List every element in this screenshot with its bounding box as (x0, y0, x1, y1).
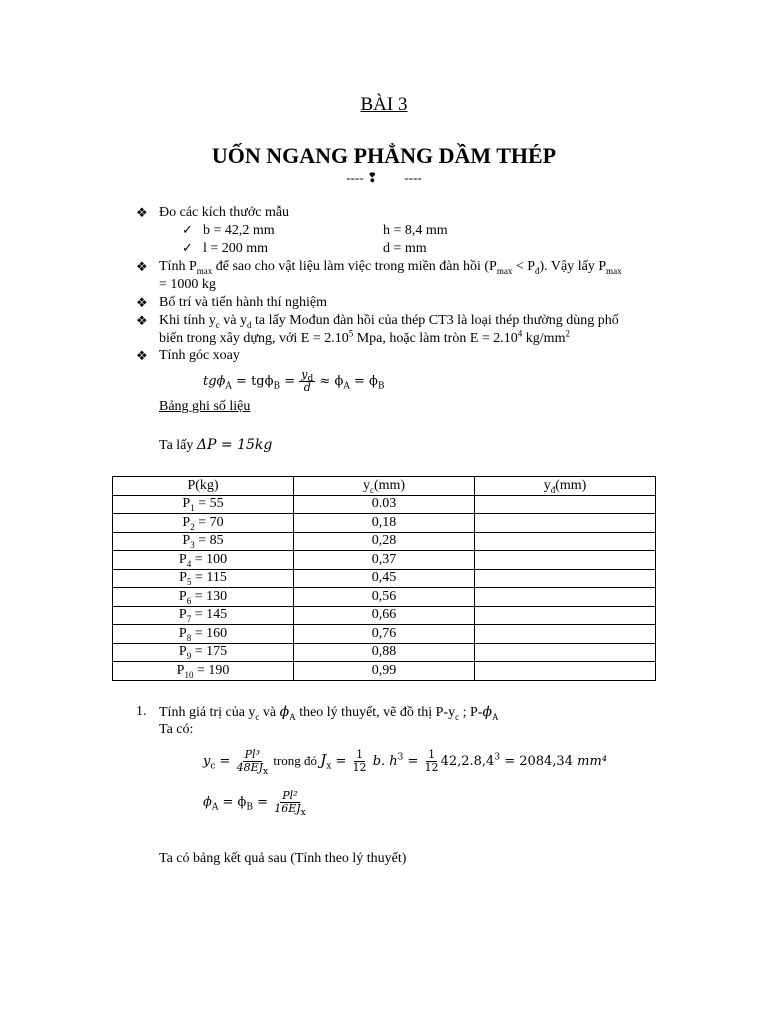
title-ornament: ---- ❢ ⃞ ⃞---- (346, 170, 422, 185)
cell-yd (475, 643, 656, 662)
cell-yd (475, 606, 656, 625)
cell-yd (475, 588, 656, 607)
header-yc: $y_c(mm)$ (294, 477, 475, 496)
header-yd: $y_đ(mm)$ (475, 477, 656, 496)
bullet-modulus: Khi tính $y_c$ và $y_d$ ta lấy Mođun đàn hồi của thép CT3 là loại thép thường dùng phố (159, 313, 619, 330)
table-row (113, 662, 656, 681)
cell-yc: 0,56 (294, 588, 475, 607)
bullet-measure-dimensions: Đo các kích thước mẫu (159, 205, 290, 220)
cell-yc: 0,28 (294, 532, 475, 551)
diamond-bullet-icon: ❖ (136, 313, 148, 328)
cell-yc: 0,76 (294, 625, 475, 644)
cell-p: $P_5 = 115$ (113, 569, 294, 588)
bullet-modulus-line2: biến trong xây dựng, với $E = 2.10^5$ Mpa, hoặc làm tròn $E = 2.10^4$ $kg/mm^2$ (159, 328, 570, 346)
cell-yc: 0,45 (294, 569, 475, 588)
table-row (113, 514, 656, 533)
table-row (113, 625, 656, 644)
formula-deflection: $y_c$ = $\frac{\text{Pl³}}{48EJ_x}$ trong đó $J_x$ = $\frac{1}{12}$ b. $h^3$ = $\frac{1}{12}$ $42,2.8,4^3 = 2084,34$ mm⁴ (203, 748, 607, 778)
delta-p-line: Ta lấy ΔP = 15kg (159, 437, 273, 453)
cell-p: $P_6 = 130$ (113, 588, 294, 607)
bullet-setup: Bố trí và tiến hành thí nghiệm (159, 295, 327, 310)
diamond-bullet-icon: ❖ (136, 295, 148, 310)
cell-yd (475, 662, 656, 681)
table-row (113, 532, 656, 551)
cell-yc: 0.03 (294, 495, 475, 514)
diamond-bullet-icon: ❖ (136, 205, 148, 220)
table-row (113, 551, 656, 570)
cell-p: $P_8 = 160$ (113, 625, 294, 644)
formula-rotation: $\phi_A = \phi_B$ = $\frac{\text{Pl²}}{16EJ_x}$ (203, 789, 306, 819)
measure-l: l = 200 mm (203, 241, 269, 256)
cell-p: $P_7 = 145$ (113, 606, 294, 625)
cell-yd (475, 625, 656, 644)
cell-p: $P_3 = 85$ (113, 532, 294, 551)
header-p: P(kg) (113, 477, 294, 496)
cell-yd (475, 551, 656, 570)
cell-yc: 0,18 (294, 514, 475, 533)
check-icon: ✓ (182, 222, 193, 237)
cell-yc: 0,66 (294, 606, 475, 625)
measure-b: b = 42,2 mm (203, 223, 275, 238)
cell-yd (475, 495, 656, 514)
cell-yd (475, 532, 656, 551)
cell-yd (475, 569, 656, 588)
closing-sentence: Ta có bảng kết quả sau (Tính theo lý thuyết) (159, 851, 407, 866)
cell-yc: 0,88 (294, 643, 475, 662)
bullet-rotation-angle: Tính góc xoay (159, 348, 240, 363)
table-title: Bảng ghi số liệu (159, 399, 251, 414)
bullet-pmax-line2: = 1000 kg (159, 277, 216, 292)
table-row (113, 588, 656, 607)
formula-rotation-angle: tgϕ$_A$ = tgϕ$_B$ = $\frac{y_d}{d}$ ≈ $\phi_A = \phi_B$ (203, 368, 385, 394)
ta-co-label: Ta có: (159, 722, 194, 737)
cell-yc: 0,37 (294, 551, 475, 570)
cell-p: $P_4 = 100$ (113, 551, 294, 570)
numbered-item-1: Tính giá trị của $y_c$ và $\phi_A$ theo lý thuyết, vẽ đồ thị $P-y_c$ ; $P-\phi_A$ (159, 704, 499, 722)
table-row (113, 643, 656, 662)
check-icon: ✓ (182, 240, 193, 255)
cell-p: $P_2 = 70$ (113, 514, 294, 533)
table-row (113, 569, 656, 588)
diamond-bullet-icon: ❖ (136, 259, 148, 274)
cell-p: $P_9 = 175$ (113, 643, 294, 662)
lesson-heading: BÀI 3 (360, 94, 408, 115)
document-title: UỐN NGANG PHẲNG DẦM THÉP (211, 143, 557, 168)
cell-p: $P_{10} = 190$ (113, 662, 294, 681)
table-header-row (113, 477, 656, 496)
delta-p-formula: ΔP = 15kg (196, 437, 273, 453)
measure-d: d = mm (383, 241, 427, 256)
numbered-item-number: 1. (136, 704, 147, 719)
data-table (112, 476, 656, 681)
cell-p: $P_1 = 55$ (113, 495, 294, 514)
measure-h: h = 8,4 mm (383, 223, 448, 238)
diamond-bullet-icon: ❖ (136, 348, 148, 363)
table-row (113, 606, 656, 625)
cell-yc: 0,99 (294, 662, 475, 681)
cell-yd (475, 514, 656, 533)
table-row (113, 495, 656, 514)
bullet-pmax: Tính $P_{max}$ để sao cho vật liệu làm việc trong miền đàn hồi $(P_{max} < P_đ)$. Vậy lấy $P_{max}$ (159, 259, 622, 276)
